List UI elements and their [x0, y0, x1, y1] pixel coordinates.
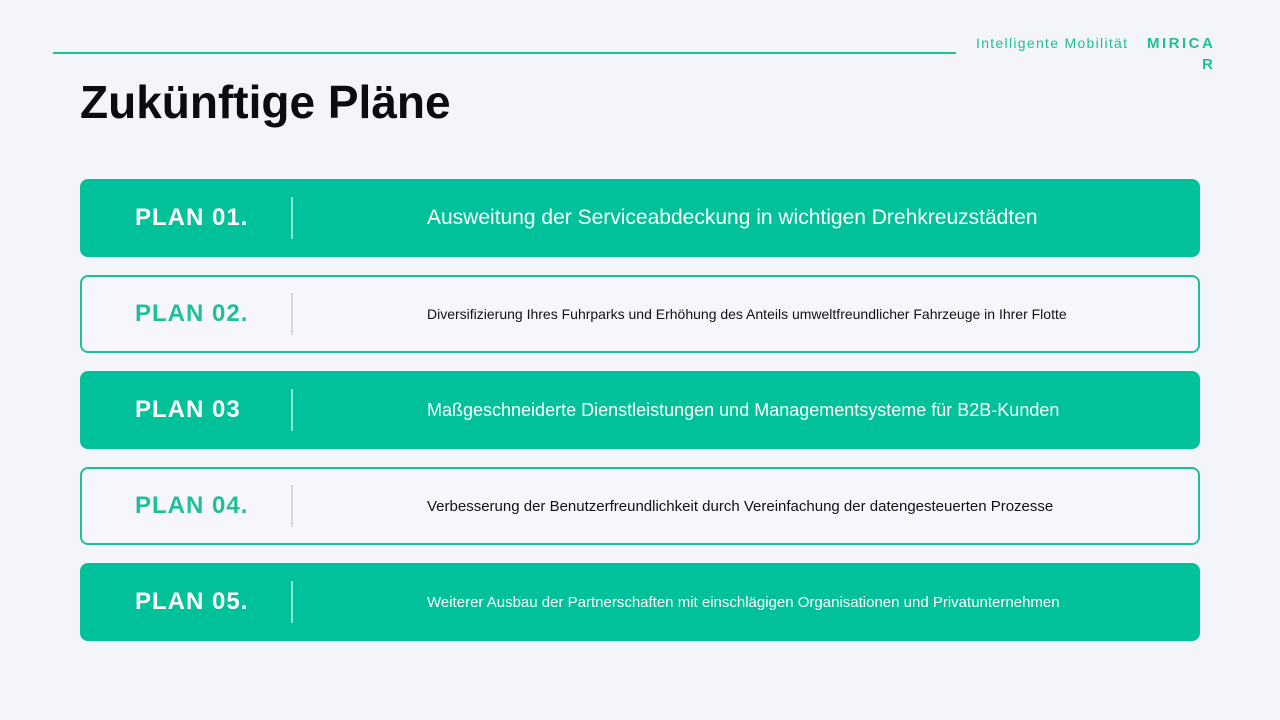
plan-divider	[291, 581, 293, 623]
plan-description: Maßgeschneiderte Dienstleistungen und Managementsysteme für B2B-Kunden	[427, 399, 1060, 420]
plan-row-05	[80, 563, 1200, 641]
plan-label: PLAN 05.	[135, 588, 249, 615]
plan-divider	[291, 485, 293, 527]
plan-description: Ausweitung der Serviceabdeckung in wichtigen Drehkreuzstädten	[427, 206, 1038, 229]
brand-tagline: Intelligente Mobilität	[976, 35, 1129, 51]
header-divider	[53, 52, 956, 54]
plan-divider	[291, 389, 293, 431]
header-branding	[976, 33, 1215, 75]
plan-row-01	[80, 179, 1200, 257]
plan-label: PLAN 02.	[135, 300, 249, 327]
plans-list	[80, 179, 1200, 641]
plan-label: PLAN 04.	[135, 492, 249, 519]
plan-divider	[291, 197, 293, 239]
plan-row-03	[80, 371, 1200, 449]
plan-description: Weiterer Ausbau der Partnerschaften mit einschlägigen Organisationen und Privatunternehmen	[427, 593, 1060, 611]
plan-label: PLAN 03	[135, 396, 241, 423]
plan-row-04	[80, 467, 1200, 545]
plan-divider	[291, 293, 293, 335]
plan-row-02	[80, 275, 1200, 353]
brand-logo-text: MIRICAR	[1147, 35, 1216, 73]
plan-description: Diversifizierung Ihres Fuhrparks und Erhöhung des Anteils umweltfreundlicher Fahrzeuge in Ihrer Flotte	[427, 306, 1067, 322]
plan-description: Verbesserung der Benutzerfreundlichkeit durch Vereinfachung der datengesteuerten Prozesse	[427, 497, 1054, 515]
plan-label: PLAN 01.	[135, 204, 249, 231]
page-title: Zukünftige Pläne	[80, 76, 451, 128]
